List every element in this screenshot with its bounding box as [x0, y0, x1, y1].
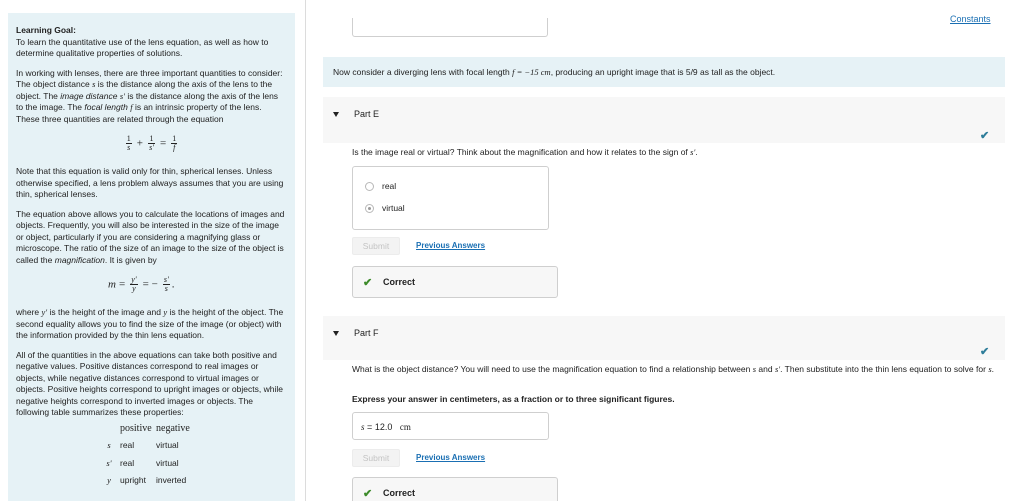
frac-1-over-s-prime	[148, 135, 155, 152]
table-cell: virtual	[156, 457, 179, 468]
frac-den: s	[127, 143, 131, 152]
table-cell-symbol: y	[107, 475, 111, 485]
text-span: .	[991, 364, 994, 374]
math-m: m	[108, 278, 116, 291]
part-f-instruction: Express your answer in centimeters, as a fraction or to three significant figures.	[352, 394, 675, 404]
term-magnification: magnification	[54, 254, 105, 265]
frac-yp-over-y	[130, 276, 137, 293]
table-cell-symbol: s	[107, 440, 111, 450]
frac-den: y	[132, 284, 136, 293]
frac-den: s	[164, 284, 168, 293]
check-icon: ✔	[980, 346, 990, 358]
math-s: s	[92, 79, 96, 89]
learning-goal-title: Learning Goal:	[16, 25, 76, 35]
focal-length-expression: f = −15 cm	[512, 67, 551, 77]
correct-feedback	[352, 477, 558, 501]
table-cell: inverted	[156, 475, 187, 485]
part-e-title: Part E	[354, 109, 380, 119]
text-span: . It is given by	[104, 254, 157, 265]
frac-den: f	[173, 143, 176, 152]
frac-num: y'	[131, 275, 137, 284]
text-span: What is the object distance? You will need to use the magnification equation to find a relationship between	[352, 364, 753, 374]
term-image-distance: image distance	[60, 90, 118, 101]
learning-goal-intro	[16, 25, 287, 60]
text-span: is the height of the image and	[47, 307, 164, 317]
constants-link[interactable]: Constants	[950, 14, 991, 24]
radio-button-selected[interactable]	[365, 204, 374, 213]
table-cell: virtual	[156, 440, 179, 450]
frac-den: s'	[149, 143, 154, 152]
frac-1-over-s	[126, 135, 132, 152]
part-f-question	[352, 364, 1006, 375]
math-f: f	[130, 102, 133, 112]
frac-num: s'	[163, 275, 169, 284]
plus-sign: +	[136, 137, 144, 150]
check-icon: ✔	[363, 488, 373, 500]
previous-part-box	[352, 18, 548, 37]
math-s-prime: s'	[774, 364, 781, 374]
part-e-header[interactable]	[323, 97, 1005, 143]
lens-quantities-paragraph	[16, 68, 287, 126]
text-span: Is the image real or virtual? Think about the magnification and how it relates to the sign of	[352, 147, 691, 157]
equals-sign: =	[159, 137, 167, 150]
math-s: s	[752, 364, 757, 374]
problem-prompt	[323, 57, 1005, 87]
math-y-prime: y'	[41, 307, 48, 317]
text-span: Now consider a diverging lens with focal length	[333, 67, 513, 77]
thin-lens-note: Note that this equation is valid only for thin, spherical lenses. Unless otherwise specified, a lens problem always assumes that you are using thin, spherical lenses.	[16, 166, 284, 199]
caret-down-icon[interactable]	[333, 331, 339, 336]
term-focal-length: focal length	[84, 102, 128, 112]
part-f-title: Part F	[354, 328, 379, 338]
table-cell: upright	[120, 475, 146, 485]
text-span: . Then substitute into the thin lens equation to solve for	[780, 364, 989, 374]
magnification-paragraph	[16, 209, 287, 267]
table-cell: real	[120, 440, 135, 450]
caret-down-icon[interactable]	[333, 112, 339, 117]
text-span: is an intrinsic property of the lens. These three quantities are related through the equation	[16, 102, 262, 124]
text-span: where	[16, 307, 42, 317]
equals-sign: =	[119, 278, 126, 291]
sign-convention-table	[104, 423, 196, 491]
table-header-negative: negative	[156, 422, 190, 434]
text-span: .	[695, 147, 698, 157]
answer-equals: =	[367, 422, 373, 432]
previous-answers-link[interactable]: Previous Answers	[416, 453, 486, 462]
sign-conventions-paragraph: All of the quantities in the above equations can take both positive and negative values. Positive distances correspond to real images or objects, while negative distances correspond to virtual images or objects. Positive heights correspond to upright images or objects, while negative heights correspond to inverted images or objects. The following table summarizes these properties:	[16, 349, 283, 417]
correct-label: Correct	[383, 488, 416, 498]
learning-goal-text: To learn the quantitative use of the lens equation, as well as how to determine qualitative properties of solutions.	[16, 36, 269, 58]
previous-answers-link[interactable]: Previous Answers	[416, 241, 486, 250]
text-span: is the height of the object. The second equality allows you to find the size of the image (or object) with the information provided by the thin lens equation.	[16, 307, 284, 340]
answer-choices	[352, 166, 549, 230]
table-row	[104, 473, 196, 491]
text-span: is the distance along the axis of the lens to the object. The	[16, 79, 273, 101]
table-cell: real	[120, 457, 135, 468]
submit-button[interactable]: Submit	[352, 449, 400, 467]
period: .	[171, 278, 175, 291]
submit-button[interactable]: Submit	[352, 237, 400, 255]
frac-sp-over-s	[163, 276, 170, 293]
math-s-prime: s'	[690, 147, 696, 157]
correct-feedback	[352, 266, 558, 298]
text-span: and	[756, 364, 775, 374]
magnification-equation	[16, 276, 287, 293]
text-span: is the distance along the axis of the lens to the image. The	[16, 90, 279, 112]
math-y: y	[163, 307, 168, 317]
table-row	[104, 438, 196, 456]
frac-num: 1	[126, 134, 131, 143]
radio-label: real	[382, 181, 397, 191]
learning-goal-panel	[8, 13, 295, 501]
frac-num: 1	[172, 134, 177, 143]
table-header-blank	[104, 423, 120, 439]
panel-divider	[305, 0, 306, 501]
radio-button[interactable]	[365, 182, 374, 191]
answer-unit: cm	[399, 422, 411, 432]
text-span: The equation above allows you to calculate the locations of images and objects. Frequently, you will also be interested in the size of the image or object, particularly if you are considering a magnifying glass or microscope. The ratio of the size of an image to the size of the object is called the	[16, 208, 285, 265]
answer-value[interactable]: 12.0	[374, 422, 393, 432]
heights-paragraph	[16, 307, 287, 342]
part-e-question	[352, 147, 698, 157]
text-span: , producing an upright image that is 5/9 as tall as the object.	[550, 67, 776, 77]
answer-input[interactable]	[352, 412, 549, 440]
radio-label: virtual	[382, 203, 405, 213]
part-f-header[interactable]	[323, 316, 1005, 360]
frac-num: 1	[149, 134, 154, 143]
table-header-positive: positive	[120, 422, 152, 434]
text-span: In working with lenses, there are three important quantities to consider: The object distance	[16, 67, 283, 89]
equals-minus: = −	[142, 278, 158, 291]
check-icon: ✔	[363, 277, 373, 289]
correct-label: Correct	[383, 277, 416, 287]
check-icon: ✔	[980, 130, 990, 142]
thin-lens-equation	[16, 135, 287, 152]
table-cell-symbol: s'	[106, 457, 112, 468]
frac-1-over-f	[171, 135, 177, 152]
math-s: s	[988, 364, 992, 374]
table-row	[104, 456, 196, 474]
math-s-prime: s'	[119, 90, 125, 101]
answer-variable: s	[361, 422, 365, 432]
